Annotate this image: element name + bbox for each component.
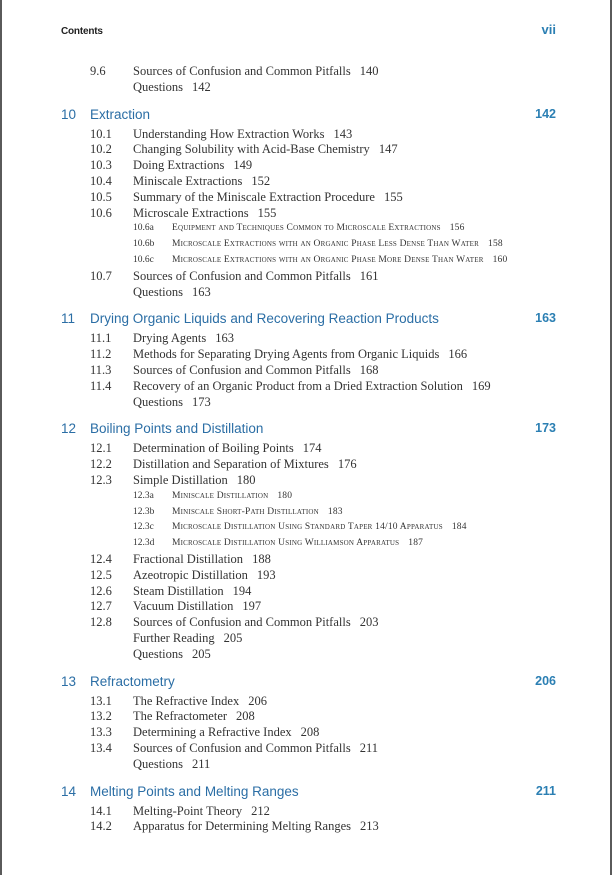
section-title: [133, 741, 378, 756]
section-title: [133, 709, 255, 724]
chapter-number: 10: [61, 106, 77, 122]
section-title: [133, 142, 398, 157]
entry-page: 156: [449, 223, 465, 234]
running-header: Contents: [61, 26, 103, 37]
entry-page: 208: [300, 725, 320, 740]
subsection-number: 12.3b: [133, 506, 155, 517]
subsection-number: 12.3a: [133, 490, 154, 501]
section-number: 12.4: [90, 552, 112, 566]
chapter-number: 14: [61, 783, 77, 799]
entry-page: 203: [359, 615, 379, 630]
chapter-page: 206: [535, 673, 556, 688]
entry-title-text: Changing Solubility with Acid-Base Chemistry: [133, 142, 370, 157]
entry-title-text: Miniscale Extractions: [133, 174, 243, 188]
section-title: [133, 127, 352, 142]
entry-page: 155: [257, 205, 277, 220]
entry-title-text: Doing Extractions: [133, 158, 225, 173]
section-title: [133, 457, 357, 472]
subsection-number: 10.6b: [133, 239, 155, 250]
entry-title-text: Further Reading: [133, 631, 215, 645]
entry-page: 211: [192, 756, 211, 771]
subsection-number: 12.3d: [133, 538, 155, 549]
entry-title-text: Questions: [133, 646, 183, 661]
entry-title-text: Microscale Extractions with an Organic Phase Less Dense Than Water: [172, 239, 480, 250]
section-title: [133, 331, 234, 346]
section-number: 14.1: [90, 803, 112, 818]
entry-page: 206: [248, 693, 267, 708]
entry-title-text: Sources of Confusion and Common Pitfalls: [133, 615, 351, 630]
entry-page: 155: [383, 189, 403, 204]
section-title: [133, 615, 378, 630]
section-number: 9.6: [90, 64, 106, 78]
section-number: 10.4: [90, 174, 112, 188]
entry-page: 160: [492, 255, 508, 265]
section-title: [133, 599, 261, 614]
section-number: 10.2: [90, 142, 112, 157]
entry-title-text: Equipment and Techniques Common to Microscale Extractions: [172, 223, 441, 234]
entry-page: 211: [359, 741, 378, 755]
entry-title-text: Determination of Boiling Points: [133, 441, 294, 456]
entry-title-text: Summary of the Miniscale Extraction Procedure: [133, 189, 375, 204]
section-number: 13.4: [90, 741, 112, 755]
entry-page: 173: [192, 394, 211, 409]
section-number: 12.2: [90, 457, 112, 472]
chapter-page: 163: [535, 311, 556, 326]
entry-page: 158: [488, 239, 503, 250]
section-title: [133, 64, 378, 79]
entry-page: 174: [302, 441, 322, 456]
subsection-number: 12.3c: [133, 522, 154, 533]
entry-page: 147: [378, 142, 398, 157]
chapter-title: Boiling Points and Distillation: [90, 421, 264, 437]
chapter-title: Drying Organic Liquids and Recovering Reaction Products: [90, 311, 439, 327]
chapter-title: Refractometry: [90, 673, 175, 689]
chapter-number: 11: [61, 311, 76, 327]
entry-title-text: Distillation and Separation of Mixtures: [133, 457, 329, 472]
entry-title-text: Microscale Extractions: [133, 205, 249, 220]
subsection-title: [172, 507, 343, 517]
entry-title-text: Sources of Confusion and Common Pitfalls: [133, 741, 351, 755]
section-number: 13.2: [90, 709, 112, 724]
subsection-title: [172, 491, 292, 501]
subsection-title: [172, 255, 507, 265]
entry-title-text: Sources of Confusion and Common Pitfalls: [133, 268, 351, 283]
section-number: 11.3: [90, 363, 112, 377]
section-title: [133, 285, 211, 300]
section-number: 12.8: [90, 615, 112, 630]
chapter-page: 211: [535, 783, 556, 798]
entry-title-text: Determining a Refractive Index: [133, 725, 292, 740]
section-title: [133, 206, 276, 221]
section-number: 11.1: [90, 331, 112, 346]
section-number: 13.3: [90, 725, 112, 740]
entry-page: 213: [360, 819, 379, 834]
entry-title-text: Drying Agents: [133, 331, 207, 346]
section-number: 12.6: [90, 583, 112, 598]
entry-title-text: Sources of Confusion and Common Pitfalls: [133, 363, 351, 377]
section-number: 14.2: [90, 819, 112, 834]
chapter-title: Extraction: [90, 106, 151, 122]
section-number: 13.1: [90, 693, 112, 708]
section-title: [133, 584, 251, 599]
section-number: 10.5: [90, 189, 112, 204]
entry-title-text: Methods for Separating Drying Agents from Organic Liquids: [133, 347, 440, 362]
subsection-number: 10.6a: [133, 223, 154, 234]
section-title: [133, 269, 378, 284]
section-number: 12.3: [90, 473, 112, 487]
entry-title-text: Questions: [133, 284, 183, 299]
entry-title-text: The Refractometer: [133, 709, 228, 724]
section-title: [133, 347, 467, 362]
entry-page: 161: [359, 268, 379, 283]
entry-page: 193: [256, 567, 276, 582]
entry-page: 143: [333, 126, 353, 141]
entry-page: 140: [359, 64, 379, 78]
section-number: 11.4: [90, 378, 112, 393]
entry-page: 163: [215, 331, 235, 346]
entry-title-text: Steam Distillation: [133, 583, 224, 598]
section-number: 10.3: [90, 158, 112, 173]
entry-title-text: Microscale Distillation Using Williamson Apparatus: [172, 538, 400, 549]
entry-title-text: Miniscale Short-Path Distillation: [172, 506, 319, 517]
section-title: [133, 804, 270, 819]
entry-page: 205: [223, 631, 243, 645]
section-number: 12.5: [90, 567, 112, 582]
section-number: 12.1: [90, 441, 112, 456]
entry-title-text: Azeotropic Distillation: [133, 567, 248, 582]
section-title: [133, 363, 378, 378]
entry-page: 180: [277, 490, 293, 501]
section-title: [133, 819, 379, 834]
entry-title-text: Sources of Confusion and Common Pitfalls: [133, 64, 351, 78]
section-title: [133, 473, 256, 488]
entry-title-text: Vacuum Distillation: [133, 599, 234, 614]
entry-title-text: Miniscale Distillation: [172, 490, 269, 501]
entry-page: 187: [408, 538, 424, 549]
entry-page: 149: [233, 158, 253, 173]
chapter-page: 173: [535, 421, 556, 436]
entry-title-text: Microscale Extractions with an Organic Phase More Dense Than Water: [172, 255, 484, 265]
section-title: [133, 725, 319, 740]
section-title: [133, 395, 211, 410]
entry-page: 205: [192, 646, 211, 661]
entry-title-text: Microscale Distillation Using Standard Taper 14/10 Apparatus: [172, 522, 443, 533]
section-title: [133, 568, 276, 583]
entry-page: 212: [251, 803, 270, 818]
page-number: vii: [541, 22, 556, 37]
chapter-number: 13: [61, 673, 77, 689]
section-title: [133, 174, 270, 189]
section-title: [133, 631, 242, 646]
subsection-title: [172, 223, 465, 233]
entry-page: 168: [359, 363, 379, 377]
entry-title-text: Questions: [133, 79, 183, 94]
entry-page: 142: [192, 79, 211, 94]
entry-page: 183: [327, 506, 343, 517]
chapter-page: 142: [535, 106, 556, 121]
section-title: [133, 379, 491, 394]
section-number: 11.2: [90, 347, 112, 362]
entry-title-text: Simple Distillation: [133, 473, 228, 487]
entry-page: 194: [232, 583, 252, 598]
entry-page: 166: [448, 347, 468, 362]
section-title: [133, 441, 322, 456]
entry-title-text: Recovery of an Organic Product from a Dried Extraction Solution: [133, 378, 463, 393]
subsection-title: [172, 522, 467, 532]
section-title: [133, 552, 271, 567]
section-title: [133, 158, 252, 173]
subsection-number: 10.6c: [133, 255, 154, 265]
subsection-title: [172, 538, 423, 548]
entry-page: 169: [471, 378, 491, 393]
entry-page: 208: [236, 709, 255, 724]
left-page-edge: [0, 0, 2, 875]
entry-page: 152: [251, 174, 271, 188]
entry-page: 184: [451, 522, 467, 533]
section-number: 12.7: [90, 599, 112, 614]
entry-title-text: Questions: [133, 756, 183, 771]
entry-page: 176: [337, 457, 357, 472]
chapter-number: 12: [61, 421, 77, 437]
entry-page: 197: [242, 599, 262, 614]
entry-title-text: Fractional Distillation: [133, 552, 244, 566]
section-title: [133, 80, 211, 95]
section-number: 10.7: [90, 268, 112, 283]
chapter-title: Melting Points and Melting Ranges: [90, 783, 299, 799]
section-title: [133, 757, 210, 772]
section-number: 10.1: [90, 126, 112, 141]
subsection-title: [172, 239, 503, 249]
entry-title-text: Questions: [133, 394, 183, 409]
section-title: [133, 647, 211, 662]
section-number: 10.6: [90, 205, 112, 220]
entry-title-text: Apparatus for Determining Melting Ranges: [133, 819, 352, 834]
entry-title-text: Understanding How Extraction Works: [133, 126, 325, 141]
section-title: [133, 694, 267, 709]
entry-page: 163: [192, 284, 211, 299]
entry-page: 188: [252, 552, 271, 566]
entry-title-text: The Refractive Index: [133, 693, 240, 708]
entry-title-text: Melting-Point Theory: [133, 803, 243, 818]
entry-page: 180: [236, 473, 256, 487]
section-title: [133, 190, 403, 205]
